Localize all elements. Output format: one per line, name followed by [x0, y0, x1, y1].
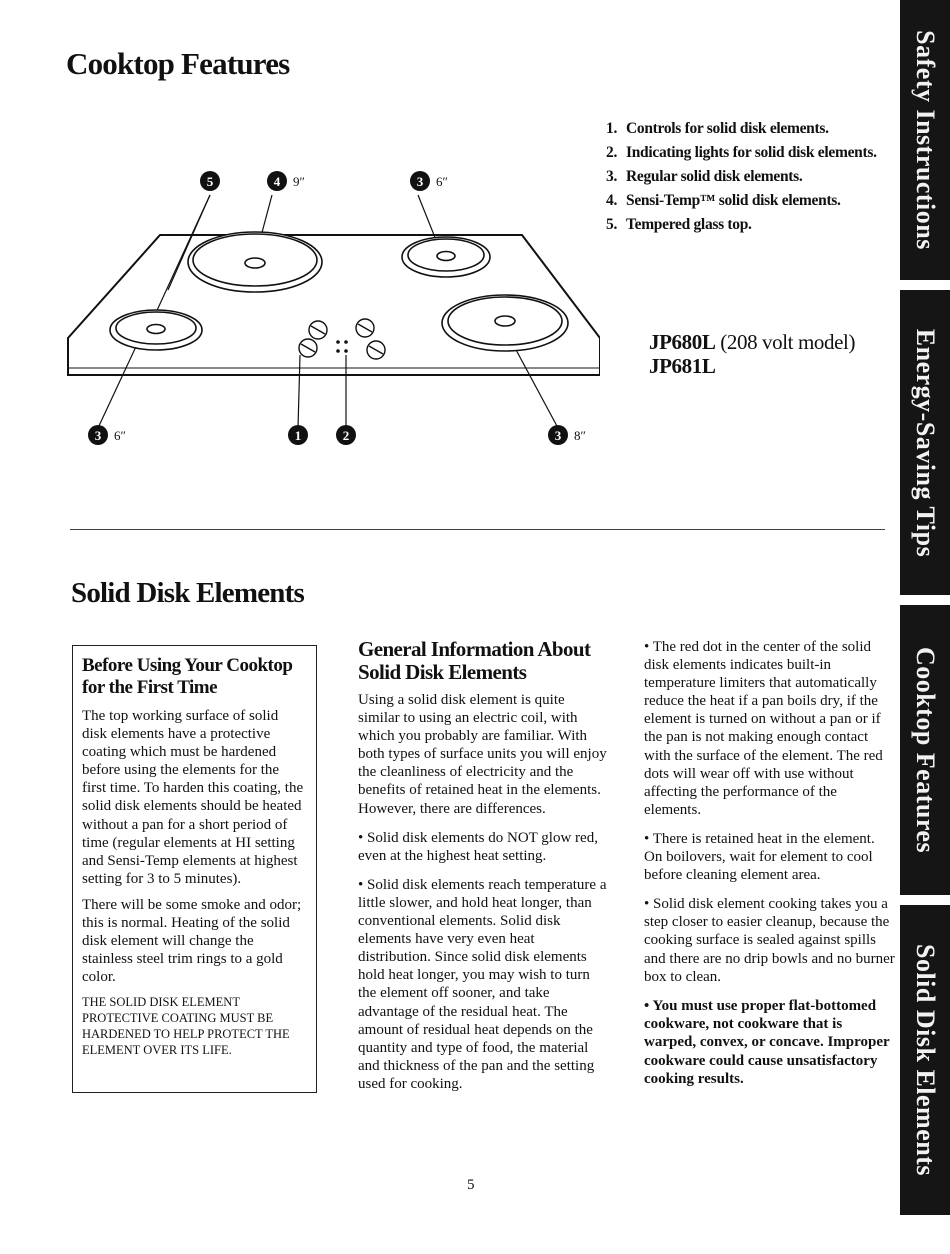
model-1: JP680L	[649, 330, 716, 354]
general-heading: General Information About Solid Disk Elements	[358, 637, 591, 684]
model-2: JP681L	[649, 354, 716, 378]
svg-text:5: 5	[206, 174, 214, 189]
callout-3-right	[548, 425, 586, 445]
callout-1	[288, 425, 308, 445]
tab-safety-instructions: Safety Instructions	[900, 0, 950, 280]
feature-item: 1. Controls for solid disk elements.	[606, 120, 829, 137]
tab-energy-saving-tips: Energy-Saving Tips	[900, 290, 950, 595]
tip-bullet-4: • You must use proper flat-bottomed cookware, not cookware that is warped, convex, or concave. Improper cookware could cause unsatisfactory cooking results.	[644, 997, 890, 1087]
svg-text:9″: 9″	[293, 174, 305, 189]
feature-item: 2. Indicating lights for solid disk elements.	[606, 144, 877, 161]
tips-column	[644, 638, 896, 1099]
svg-text:3: 3	[416, 174, 424, 189]
first-time-box	[72, 645, 317, 1093]
svg-text:6″: 6″	[436, 174, 448, 189]
general-paragraph: Using a solid disk element is quite similar to using an electric coil, with which you probably are familiar. With both types of surface units you will enjoy the cleanliness of electricity and the benefits of retained heat in the elements. However, there are differences.	[358, 692, 607, 817]
model-numbers	[649, 330, 855, 378]
general-bullet-2: • Solid disk elements reach temperature a little slower, and hold heat longer, than conventional elements. Solid disk elements have very even heat distribution. Since solid disk elements hold heat longer, you may wish to turn the element off sooner, and take advantage of the residual heat. The amount of residual heat depends on the quantity and type of food, the material and thickness of the pan and the setting used for cooking.	[358, 876, 607, 1092]
svg-text:4: 4	[273, 174, 281, 189]
svg-text:3: 3	[94, 428, 102, 443]
tab-cooktop-features: Cooktop Features	[900, 605, 950, 895]
tab-solid-disk-elements: Solid Disk Elements	[900, 905, 950, 1215]
tip-bullet-2: • There is retained heat in the element. On boilovers, wait for element to cool before cleaning element area.	[644, 830, 875, 884]
feature-item: 5. Tempered glass top.	[606, 216, 752, 233]
section-divider	[70, 529, 885, 530]
callout-3-top	[410, 171, 448, 191]
box-warning: THE SOLID DISK ELEMENT PROTECTIVE COATING MUST BE HARDENED TO HELP PROTECT THE ELEMENT OVER ITS LIFE.	[82, 995, 290, 1058]
callout-2	[336, 425, 356, 445]
callout-4	[267, 171, 305, 191]
page-number: 5	[467, 1177, 475, 1193]
section-title: Solid Disk Elements	[71, 577, 304, 609]
model-1-note: (208 volt model)	[720, 330, 856, 354]
box-heading: Before Using Your Cooktop for the First Time	[82, 655, 293, 698]
svg-text:1: 1	[294, 428, 302, 443]
svg-text:8″: 8″	[574, 428, 586, 443]
page-title: Cooktop Features	[66, 46, 290, 81]
tip-bullet-1: • The red dot in the center of the solid disk elements indicates built-in temperature limiters that automatically reduce the heat if a pan boils dry, if the element is turned on without a pan or if the pan is not making enough contact with the surface of the element. The red dots will wear off with use without affecting the performance of the elements.	[644, 639, 883, 818]
box-paragraph-1: The top working surface of solid disk elements have a protective coating which must be hardened before using the elements for the first time. To harden this coating, the solid disk elements should be heated without a pan for a short period of time (regular elements at HI setting and Sensi-Temp elements at highest setting for 3 to 5 minutes).	[82, 708, 304, 887]
cooktop-diagram	[60, 150, 600, 460]
feature-item: 3. Regular solid disk elements.	[606, 168, 803, 185]
side-tabs	[900, 0, 950, 1254]
svg-text:3: 3	[554, 428, 562, 443]
features-list	[606, 120, 896, 240]
svg-text:6″: 6″	[114, 428, 126, 443]
box-paragraph-2: There will be some smoke and odor; this is normal. Heating of the solid disk element will change the stainless steel trim rings to a gold color.	[82, 896, 302, 986]
general-bullet-1: • Solid disk elements do NOT glow red, even at the highest heat setting.	[358, 829, 598, 864]
callout-5	[200, 171, 220, 191]
svg-text:2: 2	[342, 428, 350, 443]
callout-3-left	[88, 425, 126, 445]
tip-bullet-3: • Solid disk element cooking takes you a step closer to easier cleanup, because the cooking surface is sealed against spills and there are no drip bowls and no burner box to clean.	[644, 896, 895, 985]
general-info-column	[358, 638, 608, 1104]
feature-item: 4. Sensi-Temp™ solid disk elements.	[606, 192, 841, 209]
